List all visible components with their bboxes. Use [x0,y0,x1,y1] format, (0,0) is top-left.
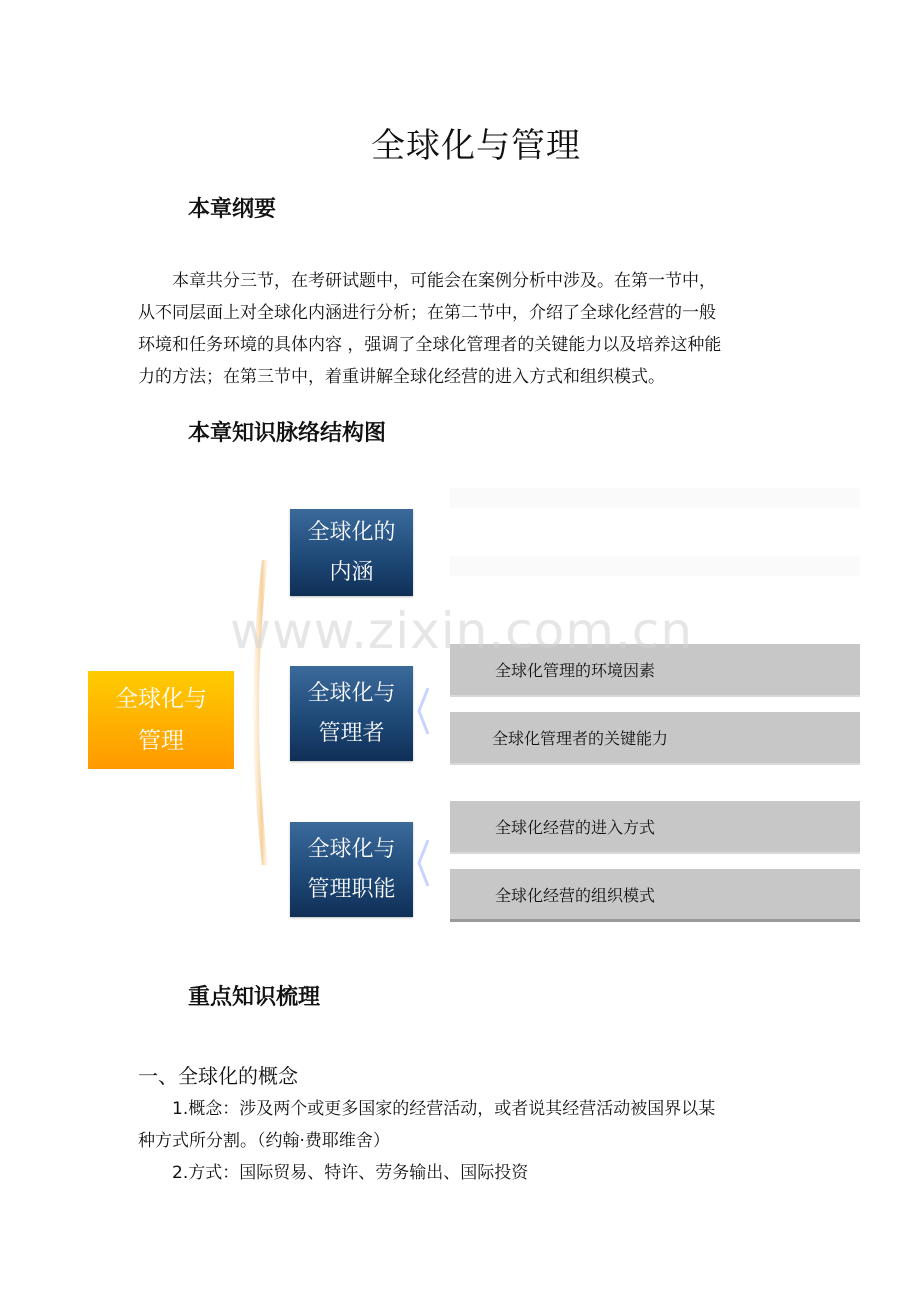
node-globalization-meaning [290,509,413,596]
key-point-line: 1.概念：涉及两个或更多国家的经营活动，或者说其经营活动被国界以某 [172,1099,716,1119]
leaf-environment-factors: 全球化管理的环境因素 [450,644,860,697]
key-point-line: 种方式所分割。（约翰·费耶维舍） [138,1131,390,1151]
leaf-key-abilities: 全球化管理者的关键能力 [450,712,860,765]
key-points-heading: 重点知识梳理 [188,985,321,1010]
section-title: 一、全球化的概念 [138,1064,298,1088]
page-title: 全球化与管理 [371,126,581,166]
brace-arrow-icon [416,838,430,888]
outline-paragraph [138,265,798,393]
key-point-line: 2.方式：国际贸易、特许、劳务输出、国际投资 [172,1163,529,1183]
root-node [88,671,234,769]
root-node-line: 全球化与 [115,686,207,712]
root-node-line: 管理 [138,728,184,754]
faint-placeholder-bar [450,556,860,576]
node-line: 全球化的 [307,519,396,545]
outline-line: 力的方法；在第三节中，着重讲解全球化经营的进入方式和组织模式。 [138,367,665,387]
node-line: 管理职能 [307,876,396,902]
node-line: 内涵 [329,559,374,585]
outline-line: 环境和任务环境的具体内容 ，强调了全球化管理者的关键能力以及培养这种能 [138,335,722,355]
node-line: 全球化与 [307,680,396,706]
leaf-entry-modes: 全球化经营的进入方式 [450,801,860,854]
structure-heading: 本章知识脉络结构图 [188,421,387,446]
node-globalization-functions [290,822,413,917]
key-points-paragraph [138,1093,798,1189]
node-globalization-managers [290,666,413,761]
watermark: www.zixin.com.cn [230,602,694,660]
outline-line: 本章共分三节，在考研试题中，可能会在案例分析中涉及。在第一节中， [172,271,716,291]
node-line: 管理者 [318,720,385,746]
outline-heading: 本章纲要 [188,197,277,222]
brace-arrow-icon [416,686,430,736]
faint-placeholder-bar [450,488,860,508]
node-line: 全球化与 [307,836,396,862]
outline-line: 从不同层面上对全球化内涵进行分析；在第二节中，介绍了全球化经营的一般 [138,303,716,323]
leaf-organization-models: 全球化经营的组织模式 [450,869,860,922]
